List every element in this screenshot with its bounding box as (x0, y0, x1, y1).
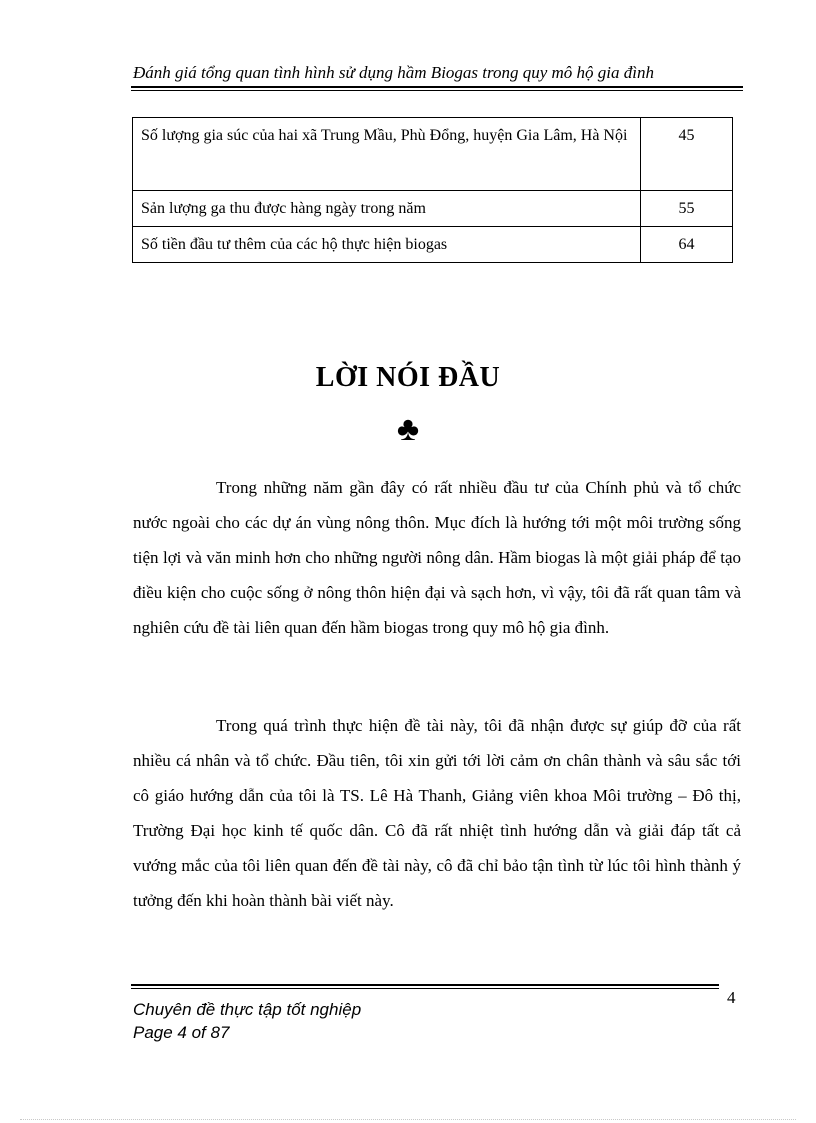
page-edge-divider (20, 1119, 796, 1120)
figure-page: 55 (641, 191, 733, 227)
page-number: 4 (727, 988, 736, 1007)
footer-page-count: Page 4 of 87 (133, 1023, 230, 1042)
paragraph-acknowledgement: Trong quá trình thực hiện đề tài này, tôi đã nhận được sự giúp đỡ của rất nhiều cá nhân và tổ chức. Đầu tiên, tôi xin gửi tới lời cảm ơn chân thành và sâu sắc tới cô giáo hướng dẫn của tôi là TS. Lê Hà Thanh, Giảng viên khoa Môi trường – Đô thị, Trường Đại học kinh tế quốc dân. Cô đã rất nhiệt tình hướng dẫn và giải đáp tất cả vướng mắc của tôi liên quan đến đề tài này, cô đã chỉ bảo tận tình từ lúc tôi hình thành ý tưởng đến khi hoàn thành bài viết này. (133, 716, 741, 910)
running-header: Đánh giá tổng quan tình hình sử dụng hầm Biogas trong quy mô hộ gia đình (133, 63, 655, 82)
table-row (133, 118, 733, 191)
figure-label: Sản lượng ga thu được hàng ngày trong năm (133, 191, 641, 227)
section-title: LỜI NÓI ĐẦU (315, 362, 501, 393)
paragraph-intro: Trong những năm gần đây có rất nhiều đầu tư của Chính phủ và tổ chức nước ngoài cho các dự án vùng nông thôn. Mục đích là hướng tới một môi trường sống tiện lợi và văn minh hơn cho những người nông dân. Hầm biogas là một giải pháp để tạo điều kiện cho cuộc sống ở nông thôn hiện đại và sạch hơn, vì vậy, tôi đã rất quan tâm và nghiên cứu đề tài liên quan đến hầm biogas trong quy mô hộ gia đình. (133, 478, 741, 637)
header-rule (131, 86, 743, 88)
footer-document-type: Chuyên đề thực tập tốt nghiệp (133, 1000, 362, 1019)
footer-rule-thin (131, 988, 719, 989)
table-row (133, 227, 733, 263)
header-rule-thin (131, 90, 743, 91)
figure-label: Số tiền đầu tư thêm của các hộ thực hiện biogas (133, 227, 641, 263)
club-ornament-icon: ♣ (396, 411, 420, 448)
figure-page: 45 (641, 118, 733, 191)
figure-label: Số lượng gia súc của hai xã Trung Mầu, Phù Đổng, huyện Gia Lâm, Hà Nội (133, 118, 641, 191)
footer-rule (131, 984, 719, 986)
table-row (133, 191, 733, 227)
figure-list-table (132, 117, 733, 263)
figure-page: 64 (641, 227, 733, 263)
